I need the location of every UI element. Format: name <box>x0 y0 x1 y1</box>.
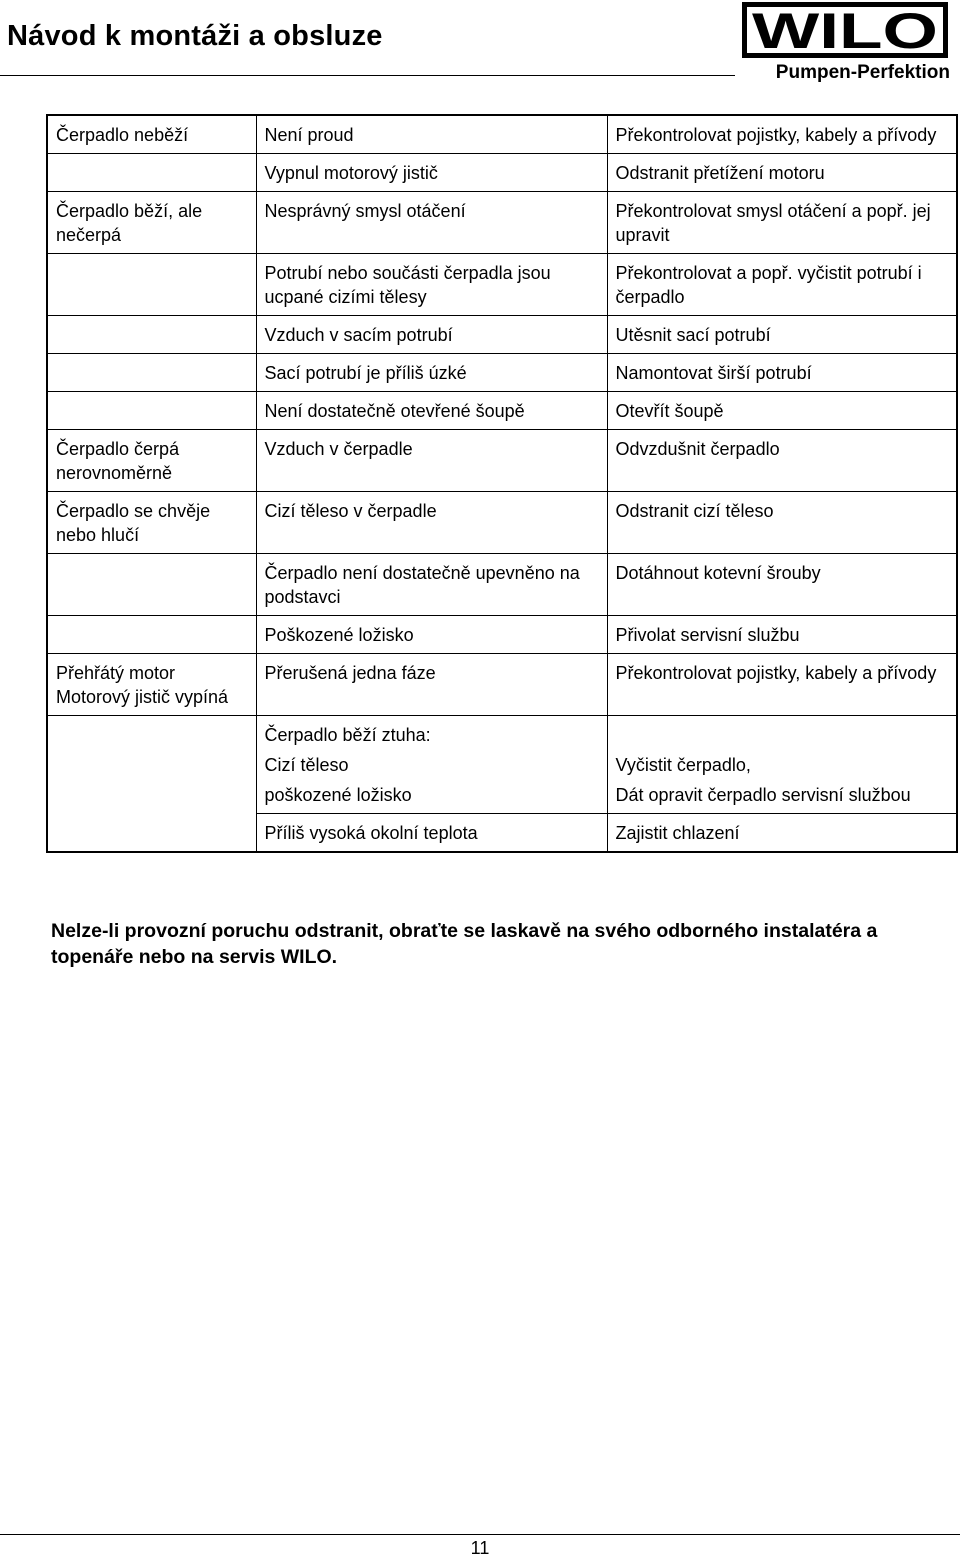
fault-cell <box>47 392 256 430</box>
remedy-cell: Odvzdušnit čerpadlo <box>607 430 957 492</box>
table-row <box>47 554 957 616</box>
cause-cell: Sací potrubí je příliš úzké <box>256 354 607 392</box>
cause-cell: Není dostatečně otevřené šoupě <box>256 392 607 430</box>
fault-cell: Čerpadlo se chvěje nebo hlučí <box>47 492 256 554</box>
remedy-cell: Překontrolovat pojistky, kabely a přívody <box>607 654 957 716</box>
cause-cell: poškozené ložisko <box>256 783 607 814</box>
remedy-cell: Dát opravit čerpadlo servisní službou <box>607 783 957 814</box>
fault-cell <box>47 254 256 316</box>
table-row <box>47 192 957 254</box>
remedy-cell: Zajistit chlazení <box>607 814 957 853</box>
table-row <box>47 654 957 716</box>
service-note: Nelze-li provozní poruchu odstranit, obraťte se laskavě na svého odborného instalatéra a topenáře nebo na servis WILO. <box>51 920 878 968</box>
cause-cell: Vypnul motorový jistič <box>256 154 607 192</box>
cause-cell: Není proud <box>256 115 607 154</box>
document-title: Návod k montáži a obsluze <box>7 20 383 52</box>
cause-cell: Příliš vysoká okolní teplota <box>256 814 607 853</box>
remedy-cell: Utěsnit sací potrubí <box>607 316 957 354</box>
table-row <box>47 430 957 492</box>
fault-cell <box>47 154 256 192</box>
cause-cell: Cizí těleso <box>256 753 607 783</box>
table-row <box>47 616 957 654</box>
fault-cell <box>47 554 256 616</box>
fault-cell: Čerpadlo běží, ale nečerpá <box>47 192 256 254</box>
wilo-logo-graphic <box>742 2 948 58</box>
page-number: 11 <box>470 1538 490 1558</box>
footer-rule <box>0 1534 960 1535</box>
fault-cell: Čerpadlo neběží <box>47 115 256 154</box>
fault-cell <box>47 616 256 654</box>
remedy-cell: Otevřít šoupě <box>607 392 957 430</box>
cause-cell: Cizí těleso v čerpadle <box>256 492 607 554</box>
remedy-cell: Namontovat širší potrubí <box>607 354 957 392</box>
remedy-cell: Překontrolovat pojistky, kabely a přívody <box>607 115 957 154</box>
fault-cell <box>47 316 256 354</box>
remedy-cell: Přivolat servisní službu <box>607 616 957 654</box>
cause-cell: Vzduch v čerpadle <box>256 430 607 492</box>
fault-cell <box>47 716 256 853</box>
cause-cell: Přerušená jedna fáze <box>256 654 607 716</box>
cause-cell: Nesprávný smysl otáčení <box>256 192 607 254</box>
table-row <box>47 316 957 354</box>
troubleshooting-table <box>46 114 958 853</box>
table-row <box>47 115 957 154</box>
remedy-cell: Překontrolovat smysl otáčení a popř. jej upravit <box>607 192 957 254</box>
cause-cell: Čerpadlo není dostatečně upevněno na podstavci <box>256 554 607 616</box>
table-row <box>47 392 957 430</box>
wilo-logo <box>742 2 948 58</box>
remedy-cell: Odstranit přetížení motoru <box>607 154 957 192</box>
cause-cell: Potrubí nebo součásti čerpadla jsou ucpané cizími tělesy <box>256 254 607 316</box>
fault-cell: Čerpadlo čerpá nerovnoměrně <box>47 430 256 492</box>
remedy-cell <box>607 716 957 754</box>
brand-tagline: Pumpen-Perfektion <box>775 62 950 83</box>
remedy-cell: Překontrolovat a popř. vyčistit potrubí i čerpadlo <box>607 254 957 316</box>
remedy-cell: Odstranit cizí těleso <box>607 492 957 554</box>
fault-cell: Přehřátý motor Motorový jistič vypíná <box>47 654 256 716</box>
cause-cell: Čerpadlo běží ztuha: <box>256 716 607 754</box>
table-row <box>47 716 957 754</box>
table-row <box>47 354 957 392</box>
remedy-cell: Vyčistit čerpadlo, <box>607 753 957 783</box>
table-row <box>47 492 957 554</box>
fault-cell <box>47 354 256 392</box>
table-row <box>47 254 957 316</box>
cause-cell: Vzduch v sacím potrubí <box>256 316 607 354</box>
header-rule <box>0 75 735 76</box>
wilo-logo-text: WILO <box>752 3 938 58</box>
table-row <box>47 154 957 192</box>
cause-cell: Poškozené ložisko <box>256 616 607 654</box>
remedy-cell: Dotáhnout kotevní šrouby <box>607 554 957 616</box>
